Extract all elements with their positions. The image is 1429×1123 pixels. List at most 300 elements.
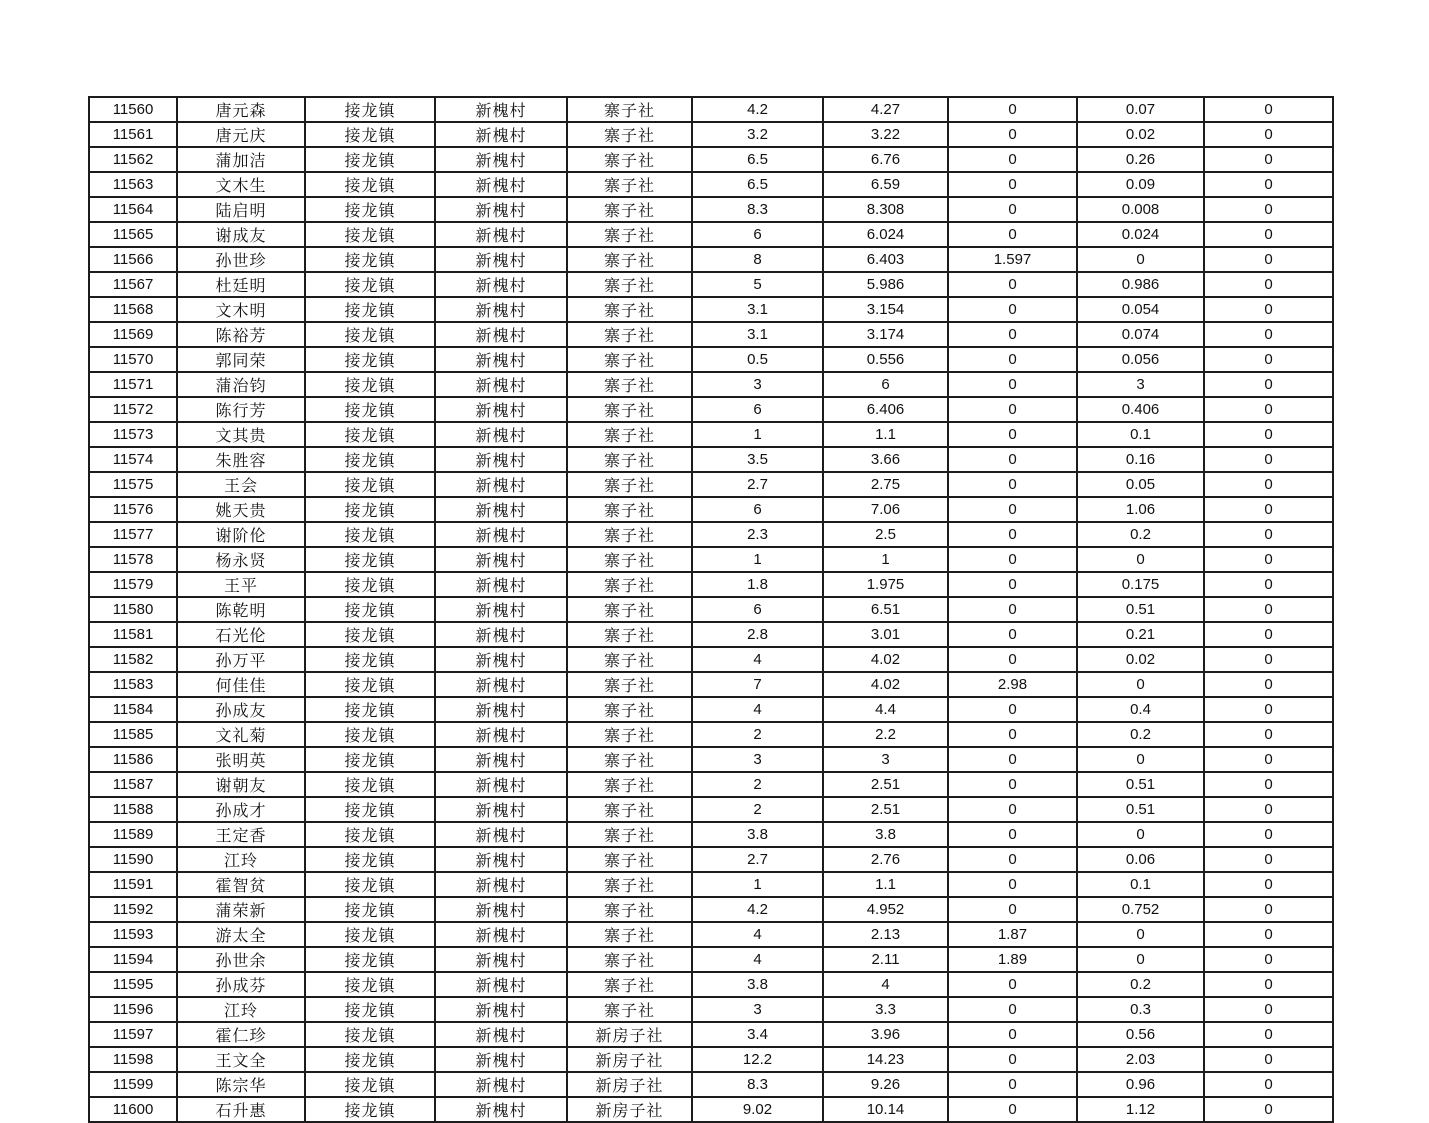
cell-hamlet: 寨子社	[567, 147, 692, 172]
cell-town: 接龙镇	[305, 622, 435, 647]
table-row	[89, 972, 1333, 997]
table-row	[89, 922, 1333, 947]
cell-id: 11594	[89, 947, 177, 972]
cell-name: 王会	[177, 472, 305, 497]
table-body	[89, 97, 1333, 1122]
cell-hamlet: 寨子社	[567, 572, 692, 597]
cell-value5: 0	[1204, 1022, 1333, 1047]
table-row	[89, 1097, 1333, 1122]
cell-value2: 2.51	[823, 772, 948, 797]
cell-id: 11592	[89, 897, 177, 922]
cell-value4: 0	[1077, 672, 1204, 697]
cell-value5: 0	[1204, 947, 1333, 972]
cell-hamlet: 寨子社	[567, 847, 692, 872]
cell-village: 新槐村	[435, 747, 567, 772]
cell-value4: 0.056	[1077, 347, 1204, 372]
table-row	[89, 697, 1333, 722]
cell-value2: 2.5	[823, 522, 948, 547]
cell-name: 朱胜容	[177, 447, 305, 472]
cell-value2: 2.75	[823, 472, 948, 497]
cell-name: 陆启明	[177, 197, 305, 222]
cell-value3: 1.597	[948, 247, 1077, 272]
cell-value2: 0.556	[823, 347, 948, 372]
cell-value3: 0	[948, 747, 1077, 772]
cell-value3: 0	[948, 872, 1077, 897]
cell-village: 新槐村	[435, 97, 567, 122]
cell-town: 接龙镇	[305, 972, 435, 997]
cell-value4: 0.406	[1077, 397, 1204, 422]
cell-value5: 0	[1204, 1047, 1333, 1072]
cell-name: 孙成才	[177, 797, 305, 822]
cell-value5: 0	[1204, 222, 1333, 247]
cell-hamlet: 寨子社	[567, 397, 692, 422]
cell-village: 新槐村	[435, 922, 567, 947]
cell-value3: 0	[948, 847, 1077, 872]
cell-town: 接龙镇	[305, 447, 435, 472]
cell-hamlet: 寨子社	[567, 947, 692, 972]
cell-village: 新槐村	[435, 972, 567, 997]
table-row	[89, 897, 1333, 922]
cell-id: 11583	[89, 672, 177, 697]
table-row	[89, 347, 1333, 372]
cell-value1: 2.3	[692, 522, 823, 547]
cell-value3: 0	[948, 997, 1077, 1022]
cell-hamlet: 寨子社	[567, 472, 692, 497]
cell-value4: 0.16	[1077, 447, 1204, 472]
cell-value1: 4	[692, 947, 823, 972]
cell-name: 蒲治钧	[177, 372, 305, 397]
cell-value2: 6.403	[823, 247, 948, 272]
cell-value5: 0	[1204, 772, 1333, 797]
cell-value4: 0	[1077, 747, 1204, 772]
cell-value2: 3.8	[823, 822, 948, 847]
cell-id: 11580	[89, 597, 177, 622]
table-row	[89, 372, 1333, 397]
cell-value5: 0	[1204, 747, 1333, 772]
cell-hamlet: 寨子社	[567, 422, 692, 447]
cell-value3: 0	[948, 272, 1077, 297]
cell-value1: 6	[692, 597, 823, 622]
cell-id: 11568	[89, 297, 177, 322]
cell-value4: 0.51	[1077, 772, 1204, 797]
cell-value4: 0.024	[1077, 222, 1204, 247]
cell-name: 谢阶伦	[177, 522, 305, 547]
cell-town: 接龙镇	[305, 472, 435, 497]
cell-value4: 0.05	[1077, 472, 1204, 497]
cell-id: 11591	[89, 872, 177, 897]
cell-name: 蒲荣新	[177, 897, 305, 922]
cell-name: 游太全	[177, 922, 305, 947]
cell-value3: 0	[948, 972, 1077, 997]
cell-village: 新槐村	[435, 1097, 567, 1122]
cell-value2: 3	[823, 747, 948, 772]
cell-value2: 2.2	[823, 722, 948, 747]
cell-value1: 2.7	[692, 472, 823, 497]
table-row	[89, 772, 1333, 797]
table-row	[89, 422, 1333, 447]
cell-value4: 0.2	[1077, 522, 1204, 547]
cell-name: 霍智贫	[177, 872, 305, 897]
table-row	[89, 722, 1333, 747]
cell-village: 新槐村	[435, 472, 567, 497]
cell-value5: 0	[1204, 547, 1333, 572]
table-row	[89, 747, 1333, 772]
cell-name: 孙世珍	[177, 247, 305, 272]
cell-value4: 0.56	[1077, 1022, 1204, 1047]
cell-town: 接龙镇	[305, 97, 435, 122]
cell-id: 11586	[89, 747, 177, 772]
cell-value4: 0	[1077, 822, 1204, 847]
cell-town: 接龙镇	[305, 122, 435, 147]
cell-value2: 4	[823, 972, 948, 997]
cell-value2: 14.23	[823, 1047, 948, 1072]
cell-village: 新槐村	[435, 122, 567, 147]
cell-name: 陈行芳	[177, 397, 305, 422]
cell-value4: 0	[1077, 547, 1204, 572]
cell-value3: 0	[948, 647, 1077, 672]
cell-hamlet: 寨子社	[567, 597, 692, 622]
cell-value5: 0	[1204, 397, 1333, 422]
cell-hamlet: 新房子社	[567, 1047, 692, 1072]
cell-hamlet: 寨子社	[567, 297, 692, 322]
table-row	[89, 547, 1333, 572]
cell-village: 新槐村	[435, 722, 567, 747]
cell-village: 新槐村	[435, 422, 567, 447]
cell-name: 江玲	[177, 847, 305, 872]
cell-name: 孙万平	[177, 647, 305, 672]
cell-town: 接龙镇	[305, 722, 435, 747]
cell-name: 谢成友	[177, 222, 305, 247]
cell-value4: 0.06	[1077, 847, 1204, 872]
cell-value2: 4.02	[823, 672, 948, 697]
cell-town: 接龙镇	[305, 222, 435, 247]
cell-name: 何佳佳	[177, 672, 305, 697]
cell-value2: 2.11	[823, 947, 948, 972]
cell-value5: 0	[1204, 572, 1333, 597]
cell-village: 新槐村	[435, 247, 567, 272]
cell-name: 陈宗华	[177, 1072, 305, 1097]
cell-town: 接龙镇	[305, 647, 435, 672]
cell-value4: 0.752	[1077, 897, 1204, 922]
cell-id: 11563	[89, 172, 177, 197]
cell-name: 文礼菊	[177, 722, 305, 747]
cell-value2: 7.06	[823, 497, 948, 522]
cell-village: 新槐村	[435, 897, 567, 922]
table-row	[89, 397, 1333, 422]
cell-town: 接龙镇	[305, 672, 435, 697]
cell-id: 11587	[89, 772, 177, 797]
cell-value3: 1.89	[948, 947, 1077, 972]
cell-value1: 12.2	[692, 1047, 823, 1072]
cell-hamlet: 寨子社	[567, 697, 692, 722]
cell-village: 新槐村	[435, 397, 567, 422]
cell-hamlet: 新房子社	[567, 1072, 692, 1097]
cell-value5: 0	[1204, 722, 1333, 747]
cell-value2: 6.024	[823, 222, 948, 247]
cell-value2: 9.26	[823, 1072, 948, 1097]
table-row	[89, 122, 1333, 147]
table-row	[89, 522, 1333, 547]
cell-value4: 1.06	[1077, 497, 1204, 522]
cell-value3: 0	[948, 422, 1077, 447]
cell-town: 接龙镇	[305, 797, 435, 822]
cell-name: 唐元森	[177, 97, 305, 122]
table-row	[89, 147, 1333, 172]
table-row	[89, 597, 1333, 622]
cell-value3: 0	[948, 722, 1077, 747]
cell-town: 接龙镇	[305, 522, 435, 547]
cell-id: 11579	[89, 572, 177, 597]
cell-value2: 6.76	[823, 147, 948, 172]
cell-value2: 3.174	[823, 322, 948, 347]
cell-hamlet: 新房子社	[567, 1022, 692, 1047]
cell-value4: 0	[1077, 922, 1204, 947]
cell-id: 11582	[89, 647, 177, 672]
cell-value4: 0.2	[1077, 722, 1204, 747]
cell-value3: 0	[948, 147, 1077, 172]
cell-value1: 3.8	[692, 822, 823, 847]
cell-value1: 2	[692, 722, 823, 747]
cell-id: 11590	[89, 847, 177, 872]
cell-town: 接龙镇	[305, 1097, 435, 1122]
cell-hamlet: 寨子社	[567, 797, 692, 822]
cell-hamlet: 寨子社	[567, 772, 692, 797]
cell-hamlet: 寨子社	[567, 247, 692, 272]
cell-hamlet: 寨子社	[567, 497, 692, 522]
cell-hamlet: 寨子社	[567, 222, 692, 247]
cell-value2: 3.22	[823, 122, 948, 147]
cell-value3: 0	[948, 297, 1077, 322]
cell-id: 11599	[89, 1072, 177, 1097]
cell-value2: 3.66	[823, 447, 948, 472]
cell-id: 11566	[89, 247, 177, 272]
cell-value3: 0	[948, 697, 1077, 722]
cell-village: 新槐村	[435, 1022, 567, 1047]
cell-hamlet: 寨子社	[567, 522, 692, 547]
cell-hamlet: 寨子社	[567, 647, 692, 672]
cell-value2: 1.1	[823, 422, 948, 447]
cell-value1: 6	[692, 497, 823, 522]
cell-town: 接龙镇	[305, 847, 435, 872]
cell-value2: 4.4	[823, 697, 948, 722]
cell-town: 接龙镇	[305, 172, 435, 197]
cell-value2: 6	[823, 372, 948, 397]
cell-value1: 3	[692, 747, 823, 772]
cell-value5: 0	[1204, 522, 1333, 547]
cell-value5: 0	[1204, 147, 1333, 172]
cell-town: 接龙镇	[305, 747, 435, 772]
cell-value5: 0	[1204, 697, 1333, 722]
cell-name: 郭同荣	[177, 347, 305, 372]
cell-value4: 0.4	[1077, 697, 1204, 722]
table-row	[89, 997, 1333, 1022]
cell-id: 11577	[89, 522, 177, 547]
cell-hamlet: 寨子社	[567, 347, 692, 372]
cell-village: 新槐村	[435, 697, 567, 722]
table-row	[89, 672, 1333, 697]
cell-value4: 0.008	[1077, 197, 1204, 222]
table-row	[89, 472, 1333, 497]
cell-value2: 1.1	[823, 872, 948, 897]
cell-value2: 10.14	[823, 1097, 948, 1122]
cell-hamlet: 寨子社	[567, 172, 692, 197]
cell-value4: 0.986	[1077, 272, 1204, 297]
cell-value2: 6.59	[823, 172, 948, 197]
cell-value1: 3	[692, 997, 823, 1022]
cell-name: 谢朝友	[177, 772, 305, 797]
cell-value1: 3.2	[692, 122, 823, 147]
cell-value1: 1	[692, 422, 823, 447]
cell-value1: 2.7	[692, 847, 823, 872]
cell-value2: 1	[823, 547, 948, 572]
cell-town: 接龙镇	[305, 297, 435, 322]
cell-village: 新槐村	[435, 1047, 567, 1072]
table-row	[89, 197, 1333, 222]
cell-town: 接龙镇	[305, 497, 435, 522]
cell-value4: 0.02	[1077, 122, 1204, 147]
table-row	[89, 172, 1333, 197]
cell-value1: 8	[692, 247, 823, 272]
cell-id: 11560	[89, 97, 177, 122]
cell-value3: 0	[948, 572, 1077, 597]
cell-hamlet: 寨子社	[567, 822, 692, 847]
cell-value2: 4.952	[823, 897, 948, 922]
cell-town: 接龙镇	[305, 922, 435, 947]
cell-value5: 0	[1204, 897, 1333, 922]
cell-village: 新槐村	[435, 847, 567, 872]
cell-value1: 0.5	[692, 347, 823, 372]
cell-value2: 1.975	[823, 572, 948, 597]
cell-hamlet: 新房子社	[567, 1097, 692, 1122]
cell-value1: 3.8	[692, 972, 823, 997]
cell-id: 11585	[89, 722, 177, 747]
cell-value5: 0	[1204, 372, 1333, 397]
cell-hamlet: 寨子社	[567, 372, 692, 397]
cell-id: 11578	[89, 547, 177, 572]
cell-name: 江玲	[177, 997, 305, 1022]
cell-village: 新槐村	[435, 997, 567, 1022]
table-row	[89, 272, 1333, 297]
table-row	[89, 822, 1333, 847]
cell-id: 11564	[89, 197, 177, 222]
cell-value3: 0	[948, 772, 1077, 797]
cell-village: 新槐村	[435, 622, 567, 647]
cell-village: 新槐村	[435, 297, 567, 322]
cell-town: 接龙镇	[305, 372, 435, 397]
cell-value5: 0	[1204, 672, 1333, 697]
cell-value1: 3	[692, 372, 823, 397]
cell-hamlet: 寨子社	[567, 672, 692, 697]
cell-value1: 4.2	[692, 97, 823, 122]
cell-value4: 1.12	[1077, 1097, 1204, 1122]
cell-id: 11596	[89, 997, 177, 1022]
cell-value1: 9.02	[692, 1097, 823, 1122]
cell-value4: 0.09	[1077, 172, 1204, 197]
cell-town: 接龙镇	[305, 822, 435, 847]
cell-value3: 0	[948, 97, 1077, 122]
cell-value3: 0	[948, 797, 1077, 822]
cell-town: 接龙镇	[305, 697, 435, 722]
cell-value4: 0.02	[1077, 647, 1204, 672]
cell-value3: 0	[948, 1022, 1077, 1047]
cell-village: 新槐村	[435, 772, 567, 797]
cell-hamlet: 寨子社	[567, 547, 692, 572]
cell-value3: 0	[948, 1047, 1077, 1072]
cell-value1: 6	[692, 397, 823, 422]
cell-town: 接龙镇	[305, 1022, 435, 1047]
cell-value1: 2.8	[692, 622, 823, 647]
cell-value2: 3.3	[823, 997, 948, 1022]
cell-value2: 6.406	[823, 397, 948, 422]
cell-town: 接龙镇	[305, 772, 435, 797]
cell-value4: 0.3	[1077, 997, 1204, 1022]
cell-value2: 8.308	[823, 197, 948, 222]
cell-village: 新槐村	[435, 272, 567, 297]
cell-hamlet: 寨子社	[567, 997, 692, 1022]
cell-village: 新槐村	[435, 597, 567, 622]
cell-value2: 2.13	[823, 922, 948, 947]
cell-value1: 3.4	[692, 1022, 823, 1047]
cell-value1: 3.1	[692, 322, 823, 347]
table-row	[89, 947, 1333, 972]
cell-value1: 3.1	[692, 297, 823, 322]
cell-name: 杨永贤	[177, 547, 305, 572]
cell-value3: 0	[948, 222, 1077, 247]
table-row	[89, 647, 1333, 672]
cell-value5: 0	[1204, 297, 1333, 322]
cell-town: 接龙镇	[305, 197, 435, 222]
cell-value4: 0	[1077, 247, 1204, 272]
cell-town: 接龙镇	[305, 1047, 435, 1072]
cell-value2: 3.154	[823, 297, 948, 322]
cell-value3: 0	[948, 622, 1077, 647]
cell-value3: 0	[948, 197, 1077, 222]
cell-id: 11561	[89, 122, 177, 147]
cell-town: 接龙镇	[305, 247, 435, 272]
cell-value1: 4	[692, 697, 823, 722]
cell-name: 唐元庆	[177, 122, 305, 147]
cell-name: 王文全	[177, 1047, 305, 1072]
cell-value5: 0	[1204, 647, 1333, 672]
table-row	[89, 622, 1333, 647]
cell-value1: 7	[692, 672, 823, 697]
cell-hamlet: 寨子社	[567, 97, 692, 122]
table-row	[89, 297, 1333, 322]
cell-town: 接龙镇	[305, 872, 435, 897]
cell-value2: 4.27	[823, 97, 948, 122]
cell-id: 11589	[89, 822, 177, 847]
cell-name: 陈裕芳	[177, 322, 305, 347]
cell-name: 王定香	[177, 822, 305, 847]
cell-value5: 0	[1204, 472, 1333, 497]
cell-value5: 0	[1204, 922, 1333, 947]
cell-value1: 2	[692, 797, 823, 822]
cell-value1: 1	[692, 872, 823, 897]
cell-value4: 0.074	[1077, 322, 1204, 347]
cell-value3: 0	[948, 347, 1077, 372]
cell-value5: 0	[1204, 847, 1333, 872]
cell-village: 新槐村	[435, 647, 567, 672]
cell-value5: 0	[1204, 1097, 1333, 1122]
cell-value1: 4	[692, 647, 823, 672]
table-row	[89, 447, 1333, 472]
cell-village: 新槐村	[435, 447, 567, 472]
cell-value5: 0	[1204, 797, 1333, 822]
cell-id: 11588	[89, 797, 177, 822]
cell-village: 新槐村	[435, 672, 567, 697]
cell-value1: 4.2	[692, 897, 823, 922]
cell-town: 接龙镇	[305, 397, 435, 422]
